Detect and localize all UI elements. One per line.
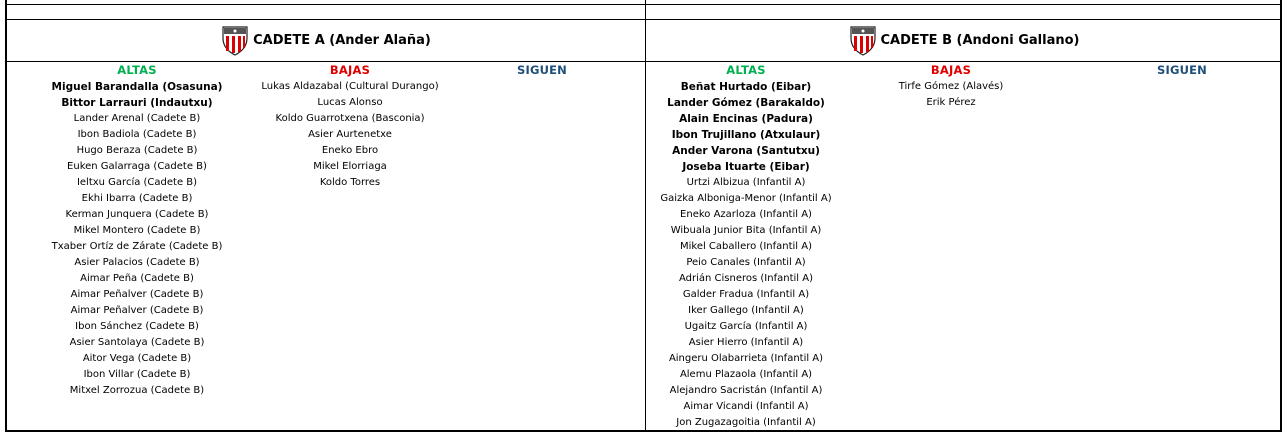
player-entry: Mikel Montero (Cadete B)	[73, 225, 201, 236]
player-entry: Kerman Junquera (Cadete B)	[65, 209, 209, 220]
player-entry: Asier Hierro (Infantil A)	[688, 337, 804, 348]
team-title: CADETE B (Andoni Gallano)	[880, 32, 1080, 48]
bajas-list	[250, 79, 450, 191]
player-entry: Mikel Elorriaga	[313, 161, 387, 172]
player-entry: Gaizka Alboniga-Menor (Infantil A)	[660, 193, 832, 204]
player-entry: Ibon Trujillano (Atxulaur)	[671, 129, 821, 141]
player-entry: Alemu Plazaola (Infantil A)	[679, 369, 813, 380]
altas-list	[646, 79, 846, 431]
player-entry: Asier Aurtenetxe	[308, 129, 392, 140]
roster-sheet	[5, 0, 1282, 432]
siguen-header: SIGUEN	[516, 63, 568, 77]
player-entry: Koldo Guarrotxena (Basconia)	[275, 113, 425, 124]
bajas-list	[851, 79, 1051, 111]
team-title: CADETE A (Ander Alaña)	[253, 32, 431, 48]
player-entry: Asier Santolaya (Cadete B)	[69, 337, 205, 348]
player-entry: Euken Galarraga (Cadete B)	[67, 161, 207, 172]
player-entry: Aimar Vicandi (Infantil A)	[683, 401, 809, 412]
player-entry: Galder Fradua (Infantil A)	[682, 289, 810, 300]
player-entry: Ibon Villar (Cadete B)	[83, 369, 191, 380]
player-entry: Ibon Badiola (Cadete B)	[77, 129, 197, 140]
team-header	[7, 20, 645, 60]
team-panel-cadete-a	[7, 0, 645, 430]
player-entry: Wibuala Junior Bita (Infantil A)	[670, 225, 822, 236]
player-entry: Txaber Ortíz de Zárate (Cadete B)	[51, 241, 223, 252]
player-entry: Peio Canales (Infantil A)	[686, 257, 806, 268]
player-entry: Lander Arenal (Cadete B)	[73, 113, 201, 124]
player-entry: Lucas Alonso	[317, 97, 383, 108]
player-entry: Ibon Sánchez (Cadete B)	[75, 321, 199, 332]
player-entry: Aingeru Olabarrieta (Infantil A)	[668, 353, 824, 364]
bajas-header: BAJAS	[329, 63, 371, 77]
altas-header: ALTAS	[117, 63, 157, 77]
player-entry: Aitor Vega (Cadete B)	[82, 353, 192, 364]
player-entry: Aimar Peña (Cadete B)	[80, 273, 194, 284]
player-entry: Ekhi Ibarra (Cadete B)	[81, 193, 193, 204]
altas-list	[22, 79, 252, 399]
player-entry: Ieltxu García (Cadete B)	[76, 177, 198, 188]
siguen-header: SIGUEN	[1156, 63, 1208, 77]
player-entry: Joseba Ituarte (Eibar)	[682, 161, 810, 173]
player-entry: Aimar Peñalver (Cadete B)	[70, 289, 204, 300]
player-entry: Ander Varona (Santutxu)	[672, 145, 820, 157]
player-entry: Tirfe Gómez (Alavés)	[898, 81, 1004, 92]
player-entry: Adrián Cisneros (Infantil A)	[679, 273, 813, 284]
player-entry: Koldo Torres	[319, 177, 381, 188]
player-entry: Erik Pérez	[926, 97, 976, 108]
player-entry: Urtzi Albizua (Infantil A)	[686, 177, 806, 188]
player-entry: Beñat Hurtado (Eibar)	[680, 81, 812, 93]
player-entry: Iker Gallego (Infantil A)	[688, 305, 804, 316]
player-entry: Alejandro Sacristán (Infantil A)	[669, 385, 823, 396]
player-entry: Bittor Larrauri (Indautxu)	[61, 97, 213, 109]
player-entry: Hugo Beraza (Cadete B)	[76, 145, 198, 156]
athletic-club-crest-icon	[849, 24, 877, 56]
player-entry: Miguel Barandalla (Osasuna)	[51, 81, 223, 93]
team-panel-cadete-b	[646, 0, 1282, 430]
player-entry: Eneko Azarloza (Infantil A)	[680, 209, 812, 220]
player-entry: Mitxel Zorrozua (Cadete B)	[69, 385, 205, 396]
player-entry: Mikel Caballero (Infantil A)	[679, 241, 812, 252]
player-entry: Lukas Aldazabal (Cultural Durango)	[261, 81, 439, 92]
team-header	[646, 20, 1282, 60]
player-entry: Aimar Peñalver (Cadete B)	[70, 305, 204, 316]
altas-header: ALTAS	[726, 63, 766, 77]
player-entry: Ugaitz García (Infantil A)	[684, 321, 808, 332]
bajas-header: BAJAS	[930, 63, 972, 77]
player-entry: Asier Palacios (Cadete B)	[74, 257, 200, 268]
athletic-club-crest-icon	[221, 24, 249, 56]
player-entry: Alain Encinas (Padura)	[679, 113, 813, 125]
player-entry: Jon Zugazagoitia (Infantil A)	[676, 417, 816, 428]
player-entry: Eneko Ebro	[321, 145, 379, 156]
player-entry: Lander Gómez (Barakaldo)	[667, 97, 825, 109]
